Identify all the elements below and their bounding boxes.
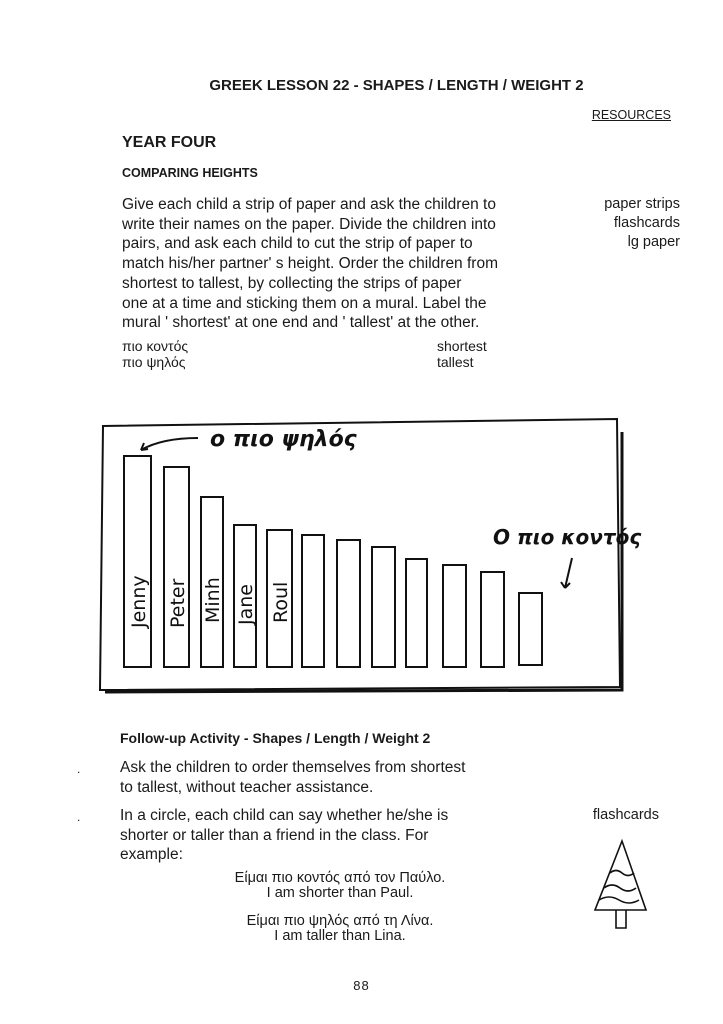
followup-item-2 — [120, 806, 448, 865]
page-title: GREEK LESSON 22 - SHAPES / LENGTH / WEIGHT 2 — [209, 77, 584, 94]
followup-line: Ask the children to order themselves from shortest — [120, 759, 466, 776]
strip — [406, 559, 427, 667]
strip — [124, 456, 151, 667]
followup-heading: Follow-up Activity - Shapes / Length / Weight 2 — [120, 730, 431, 746]
strip — [337, 540, 360, 667]
example-greek: Είμαι πιο ψηλός από τη Λίνα. — [246, 913, 434, 929]
example-1 — [160, 871, 520, 901]
strip — [164, 467, 189, 667]
vocab-greek-tallest: πιο ψηλός — [122, 354, 186, 370]
strip-name-jenny: Jenny — [128, 575, 150, 628]
resource-item: paper strips — [604, 196, 680, 212]
mural-shadow — [105, 432, 622, 692]
resources-heading: RESOURCES — [591, 108, 671, 122]
followup-resource: flashcards — [592, 807, 659, 823]
arrow-shortest-icon — [561, 558, 572, 588]
page-number: 88 — [353, 978, 370, 993]
shortest-label: Ο πιο κοντός — [493, 525, 642, 549]
arrow-tallest-icon — [141, 438, 198, 450]
followup-item-1 — [120, 758, 465, 797]
instruction-line: write their names on the paper. Divide the children into — [122, 215, 496, 233]
resource-item: flashcards — [613, 215, 680, 231]
strip-name-peter: Peter — [167, 578, 189, 628]
strip — [443, 565, 466, 667]
strip-name-minh: Minh — [202, 577, 224, 623]
vocab-english-tallest: tallest — [437, 354, 474, 370]
year-heading: YEAR FOUR — [122, 134, 217, 151]
tree-flashcard-icon — [590, 838, 650, 933]
instruction-line: one at a time and sticking them on a mural. Label the — [122, 294, 487, 312]
instruction-line: mural ' shortest' at one end and ' tallest' at the other. — [122, 314, 480, 332]
example-2 — [160, 914, 520, 944]
strip — [481, 572, 504, 667]
strip-name-jane: Jane — [235, 584, 257, 625]
example-greek: Είμαι πιο κοντός από τον Παύλο. — [234, 870, 446, 886]
activity-heading: COMPARING HEIGHTS — [122, 166, 258, 180]
strip — [302, 535, 324, 667]
vocab-english-shortest: shortest — [437, 338, 487, 354]
strip — [372, 547, 395, 667]
instruction-line: Give each child a strip of paper and ask the children to — [122, 196, 496, 213]
example-english: I am taller than Lina. — [274, 928, 406, 944]
instruction-line: match his/her partner' s height. Order the children from — [122, 255, 498, 273]
vocab-greek-shortest: πιο κοντός — [122, 338, 189, 354]
followup-line: In a circle, each child can say whether he/she is — [120, 807, 449, 824]
tallest-label: ο πιο ψηλός — [210, 427, 357, 452]
bullet-marker: . — [77, 762, 81, 776]
instruction-line: pairs, and ask each child to cut the strip of paper to — [122, 235, 473, 253]
example-english: I am shorter than Paul. — [266, 885, 414, 901]
strip-name-roul: Roul — [270, 581, 292, 623]
strip-shortest — [519, 593, 542, 665]
resource-item: lg paper — [627, 234, 680, 250]
followup-line: shorter or taller than a friend in the class. For — [120, 826, 429, 844]
followup-line: example: — [120, 846, 183, 863]
followup-line: to tallest, without teacher assistance. — [120, 778, 374, 796]
bullet-marker: . — [77, 810, 81, 824]
instruction-line: shortest to tallest, by collecting the strips of paper — [122, 274, 462, 292]
